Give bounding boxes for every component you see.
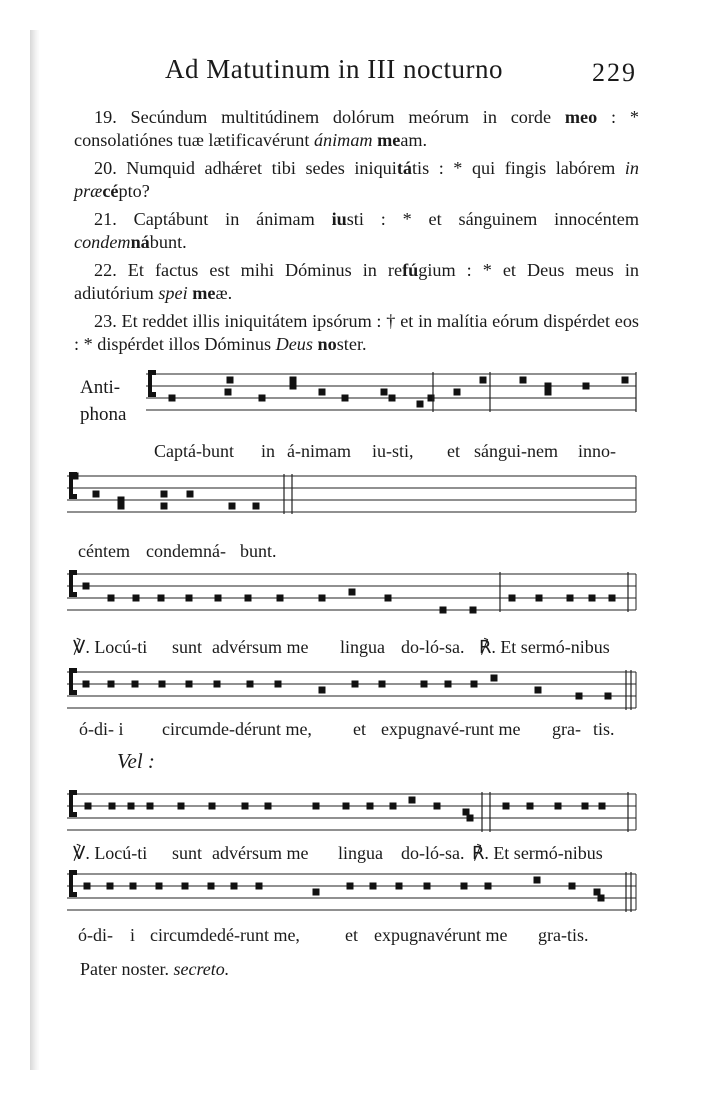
neume-note <box>108 681 115 688</box>
neume-note <box>156 883 163 890</box>
neume-note <box>503 803 510 810</box>
neume-note <box>343 803 350 810</box>
neume-note <box>609 595 616 602</box>
verse-text: am. <box>400 130 428 150</box>
neume-note <box>534 877 541 884</box>
syllable: sunt <box>172 843 203 863</box>
clef-mark <box>148 370 156 375</box>
clef-mark <box>69 690 77 695</box>
neume-note <box>290 377 297 384</box>
neume-note <box>245 595 252 602</box>
neume-note <box>605 693 612 700</box>
neume-note <box>409 797 416 804</box>
page-header <box>0 52 709 92</box>
verse-text: me <box>377 130 401 150</box>
neume-note <box>594 889 601 896</box>
verse-number: 23. <box>94 311 117 331</box>
syllable: do-ló-sa. <box>401 637 465 657</box>
neume-note <box>130 883 137 890</box>
pater-noster-text: Pater noster. <box>80 959 169 979</box>
clef-mark <box>69 812 77 817</box>
verse-text: meo <box>564 107 598 127</box>
verse-number: 20. <box>94 158 117 178</box>
neume-note <box>186 595 193 602</box>
neume-note <box>567 595 574 602</box>
verse-23 <box>74 310 639 356</box>
syllable: expugnavé-runt me <box>381 719 521 739</box>
neume-note <box>461 883 468 890</box>
verse-text: ster. <box>336 334 367 354</box>
syllable: ℣. Locú-ti <box>73 637 148 657</box>
neume-note <box>583 383 590 390</box>
verse-text: fú <box>402 260 419 280</box>
syllable: gra- <box>552 719 581 739</box>
neume-note <box>319 595 326 602</box>
neume-note <box>379 681 386 688</box>
verse-text: Secúndum multitúdinem dolórum meórum in corde <box>116 107 565 127</box>
neume-note <box>277 595 284 602</box>
neume-note <box>161 491 168 498</box>
neume-note <box>161 503 168 510</box>
secreto-text: secreto. <box>173 959 230 979</box>
neume-note <box>440 607 447 614</box>
neume-note <box>509 595 516 602</box>
neume-note <box>83 583 90 590</box>
syllable: advérsum me <box>212 843 309 863</box>
neume-note <box>569 883 576 890</box>
syllable: circumde-dérunt me, <box>162 719 312 739</box>
antiphon-label-line2: phona <box>80 404 127 425</box>
syllable: condemná- <box>146 541 226 561</box>
neume-note <box>349 589 356 596</box>
neume-note <box>225 389 232 396</box>
verse-text: Deus <box>275 334 313 354</box>
neume-note <box>178 803 185 810</box>
neume-note <box>463 809 470 816</box>
psalm-verses <box>74 106 639 361</box>
neume-note <box>182 883 189 890</box>
clef-mark <box>69 494 77 499</box>
running-title: Ad Matutinum in III nocturno <box>165 54 503 84</box>
neume-note <box>313 803 320 810</box>
syllable: gra-tis. <box>538 925 589 945</box>
verse-text: ánimam <box>313 130 373 150</box>
neume-note <box>390 803 397 810</box>
neume-note <box>445 681 452 688</box>
neume-note <box>147 803 154 810</box>
syllable: iu-sti, <box>372 441 414 461</box>
neume-note <box>290 383 297 390</box>
clef-mark <box>69 892 77 897</box>
verse-text: spei <box>158 283 188 303</box>
neume-note <box>576 693 583 700</box>
neume-note <box>589 595 596 602</box>
neume-note <box>520 377 527 384</box>
verse-text: æ. <box>215 283 233 303</box>
clef-mark <box>69 570 77 575</box>
verse-19 <box>74 106 639 152</box>
syllable: céntem <box>78 541 130 561</box>
verse-text: bunt. <box>149 232 187 252</box>
verse-number: 22. <box>94 260 117 280</box>
neume-note <box>367 803 374 810</box>
syllable: Captá-bunt <box>154 441 234 461</box>
neume-note <box>319 389 326 396</box>
neume-note <box>132 681 139 688</box>
neume-note <box>385 595 392 602</box>
neume-note <box>319 687 326 694</box>
page-number: 229 <box>592 58 637 87</box>
verse-text: Numquid adhǽret tibi sedes iniqui <box>116 158 397 178</box>
neume-note <box>434 803 441 810</box>
verse-text: sti : * et sánguinem innocéntem <box>346 209 639 229</box>
syllable: ℣. Locú-ti <box>73 843 148 863</box>
neume-note <box>229 503 236 510</box>
syllable: in <box>261 441 276 461</box>
verse-text: cé <box>102 181 119 201</box>
syllable: do-ló-sa. <box>401 843 465 863</box>
verse-text: gium : * et Deus meus in adiutórium <box>74 260 639 303</box>
verse-text: Et reddet illis iniquitátem ipsórum : † et in malítia eórum dispérdet eos : * dispérdet illos Dóminus <box>74 311 639 354</box>
syllable: ó-di- <box>78 925 113 945</box>
neume-note <box>227 377 234 384</box>
neume-note <box>128 803 135 810</box>
neume-note <box>536 595 543 602</box>
neume-note <box>265 803 272 810</box>
neume-note <box>454 389 461 396</box>
neume-note <box>247 681 254 688</box>
staff-4 <box>0 658 709 728</box>
neume-note <box>187 491 194 498</box>
neume-note <box>370 883 377 890</box>
neume-note <box>471 681 478 688</box>
neume-note <box>109 803 116 810</box>
neume-note <box>421 681 428 688</box>
syllable: circumdedé-runt me, <box>150 925 300 945</box>
syllable: bunt. <box>240 541 277 561</box>
verse-text: ná <box>130 232 150 252</box>
neume-note <box>424 883 431 890</box>
verse-text: tá <box>396 158 412 178</box>
verse-text: me <box>192 283 216 303</box>
neume-note <box>342 395 349 402</box>
neume-note <box>396 883 403 890</box>
clef-mark <box>69 668 77 673</box>
syllable: et <box>447 441 460 461</box>
neume-note <box>622 377 629 384</box>
neume-note <box>158 595 165 602</box>
neume-note <box>389 395 396 402</box>
neume-note <box>470 607 477 614</box>
neume-note <box>83 681 90 688</box>
neume-note <box>72 473 79 480</box>
neume-note <box>215 595 222 602</box>
neume-note <box>275 681 282 688</box>
antiphon-label-line1: Anti- <box>80 377 121 398</box>
neume-note <box>527 803 534 810</box>
syllable: sunt <box>172 637 203 657</box>
clef-mark <box>148 392 156 397</box>
syllable: advérsum me <box>212 637 309 657</box>
staff-1 <box>0 364 709 424</box>
staff-3 <box>0 562 709 632</box>
clef-mark <box>69 870 77 875</box>
neume-note <box>231 883 238 890</box>
verse-number: 19. <box>94 107 117 127</box>
syllable: i <box>130 925 136 945</box>
neume-note <box>582 803 589 810</box>
pater-noster-line <box>80 959 229 980</box>
neume-note <box>485 883 492 890</box>
neume-note <box>535 687 542 694</box>
verse-21 <box>74 208 639 254</box>
vel-label: Vel : <box>117 749 155 773</box>
neume-note <box>242 803 249 810</box>
verse-text: Et factus est mihi Dóminus in re <box>116 260 403 280</box>
verse-number: 21. <box>94 209 117 229</box>
verse-20 <box>74 157 639 203</box>
syllable: expugnavérunt me <box>374 925 508 945</box>
neume-note <box>256 883 263 890</box>
neume-note <box>93 491 100 498</box>
verse-text: Captábunt in ánimam <box>116 209 332 229</box>
verse-text: pto? <box>118 181 150 201</box>
staff-2 <box>0 462 709 532</box>
neume-note <box>599 803 606 810</box>
neume-note <box>118 503 125 510</box>
neume-note <box>108 595 115 602</box>
neume-note <box>133 595 140 602</box>
verse-text: : * consolatiónes tuæ lætificavérunt <box>74 107 639 150</box>
staff-6 <box>0 860 709 930</box>
verse-text: no <box>317 334 337 354</box>
neume-note <box>214 681 221 688</box>
clef-mark <box>69 592 77 597</box>
verse-text: tis : * qui fingis labórem <box>411 158 625 178</box>
neume-note <box>491 675 498 682</box>
neume-note <box>209 803 216 810</box>
neume-note <box>545 383 552 390</box>
neume-note <box>186 681 193 688</box>
verse-text: condem <box>74 232 131 252</box>
neume-note <box>253 503 260 510</box>
syllable: sángui-nem <box>474 441 558 461</box>
syllable: et <box>345 925 358 945</box>
verse-text: in præ <box>74 158 639 201</box>
neume-note <box>381 389 388 396</box>
syllable: lingua <box>340 637 385 657</box>
syllable: ℟. Et sermó-nibus <box>472 843 603 863</box>
neume-note <box>107 883 114 890</box>
syllable: inno- <box>578 441 616 461</box>
neume-note <box>84 883 91 890</box>
staff-5 <box>0 782 709 852</box>
neume-note <box>208 883 215 890</box>
neume-note <box>118 497 125 504</box>
verse-text: iu <box>331 209 347 229</box>
neume-note <box>159 681 166 688</box>
syllable: tis. <box>593 719 615 739</box>
neume-note <box>545 389 552 396</box>
verse-22 <box>74 259 639 305</box>
syllable: ó-di- i <box>79 719 124 739</box>
neume-note <box>352 681 359 688</box>
neume-note <box>467 815 474 822</box>
syllable: et <box>353 719 366 739</box>
neume-note <box>85 803 92 810</box>
clef-mark <box>69 790 77 795</box>
neume-note <box>259 395 266 402</box>
syllable: á-nimam <box>287 441 351 461</box>
neume-note <box>417 401 424 408</box>
neume-note <box>347 883 354 890</box>
neume-note <box>555 803 562 810</box>
syllable: ℟. Et sermó-nibus <box>479 637 610 657</box>
neume-note <box>313 889 320 896</box>
neume-note <box>169 395 176 402</box>
syllable: lingua <box>338 843 383 863</box>
neume-note <box>480 377 487 384</box>
neume-note <box>598 895 605 902</box>
